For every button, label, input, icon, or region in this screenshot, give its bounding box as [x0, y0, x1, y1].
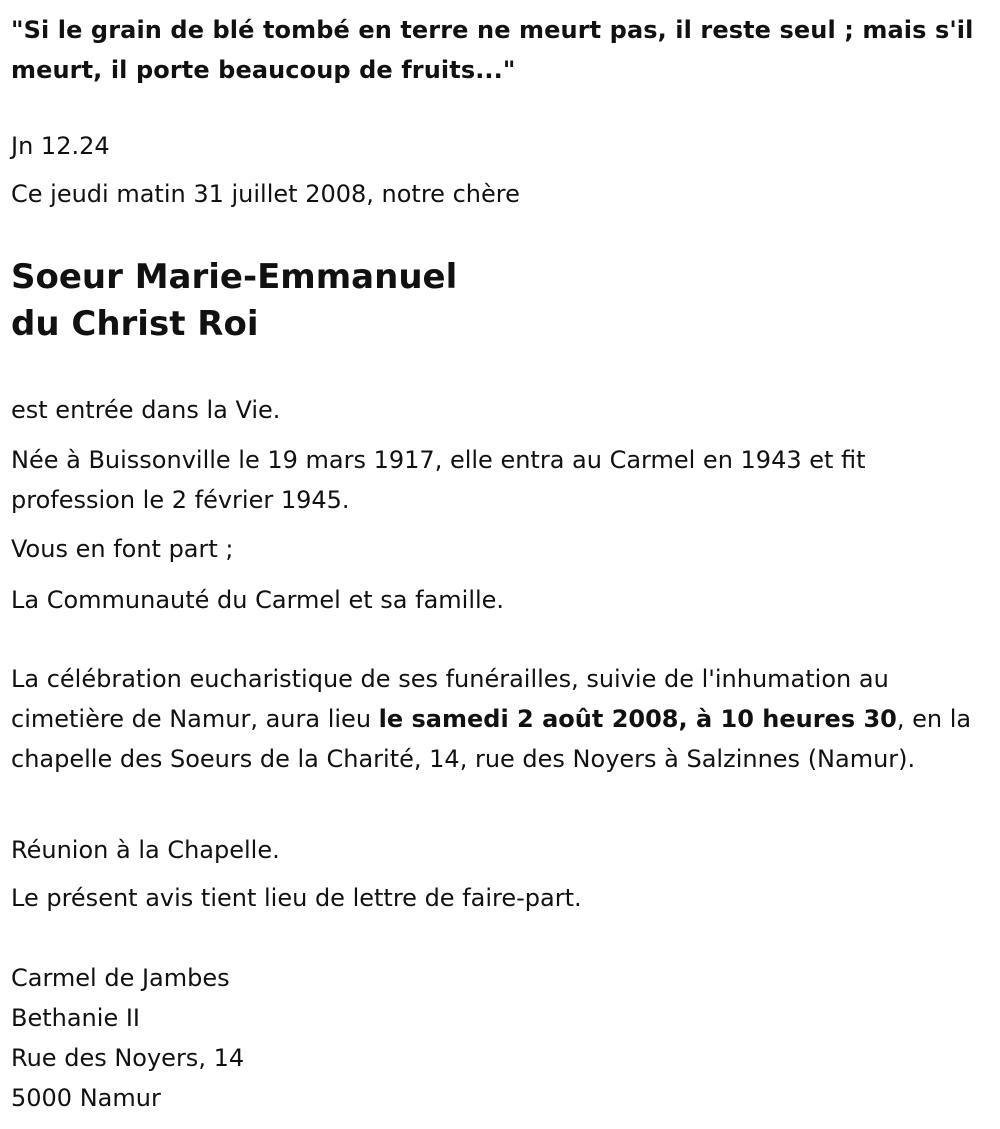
address-line-2: Bethanie II [11, 1004, 140, 1032]
announce-text: Vous en font part ; [11, 535, 234, 563]
bible-reference: Jn 12.24 [11, 132, 110, 160]
deceased-name [11, 254, 457, 348]
family-text: La Communauté du Carmel et sa famille. [11, 586, 505, 614]
funeral-text-before: La célébration eucharistique de ses funérailles, suivie de l'inhumation au cimetière de Namur, aura lieu [11, 665, 889, 733]
address-line-4: 5000 Namur [11, 1084, 161, 1112]
bible-quote: "Si le grain de blé tombé en terre ne meurt pas, il reste seul ; mais s'il meurt, il porte beaucoup de fruits..." [11, 16, 974, 84]
funeral-text [11, 659, 986, 779]
notice-text: Le présent avis tient lieu de lettre de faire-part. [11, 884, 582, 912]
funeral-text-after: , en la chapelle des Soeurs de la Charité, 14, rue des Noyers à Salzinnes (Namur). [11, 705, 972, 773]
entered-life-text: est entrée dans la Vie. [11, 396, 281, 424]
biography-text: Née à Buissonville le 19 mars 1917, elle entra au Carmel en 1943 et fit profession le 2 février 1945. [11, 446, 866, 514]
deceased-name-line1: Soeur Marie-Emmanuel [11, 257, 458, 297]
deceased-name-line2: du Christ Roi [11, 304, 259, 344]
intro-text: Ce jeudi matin 31 juillet 2008, notre chère [11, 180, 520, 208]
funeral-date-time: le samedi 2 août 2008, à 10 heures 30 [378, 705, 897, 733]
address-line-3: Rue des Noyers, 14 [11, 1044, 245, 1072]
meeting-text: Réunion à la Chapelle. [11, 836, 280, 864]
sender-address [11, 958, 244, 1118]
address-line-1: Carmel de Jambes [11, 964, 230, 992]
